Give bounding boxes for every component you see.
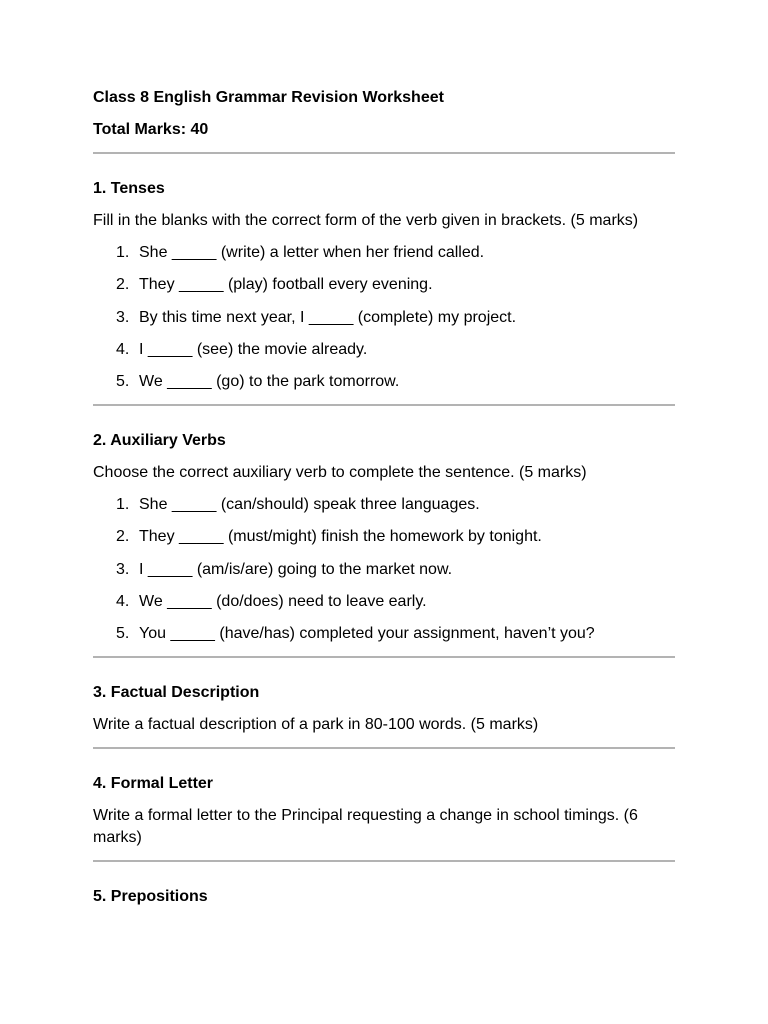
section-instruction: Write a formal letter to the Principal requesting a change in school timings. (6 marks): [93, 807, 638, 847]
section-instruction: Fill in the blanks with the correct form of the verb given in brackets. (5 marks): [93, 212, 639, 229]
question-text: We _____ (go) to the park tomorrow.: [139, 373, 400, 391]
question-number: 5.: [116, 373, 130, 391]
worksheet-title: Class 8 English Grammar Revision Worksheet: [93, 89, 444, 106]
divider: [93, 404, 675, 406]
section-heading: 1. Tenses: [93, 180, 165, 197]
worksheet-content: [93, 87, 675, 918]
question-item: [93, 526, 675, 548]
question-number: 2.: [116, 276, 130, 294]
question-number: 4.: [116, 340, 130, 358]
total-marks: Total Marks: 40: [93, 121, 209, 138]
question-item: [93, 559, 675, 581]
question-text: We _____ (do/does) need to leave early.: [139, 593, 427, 611]
question-item: [93, 339, 675, 361]
question-text: You _____ (have/has) completed your assignment, haven’t you?: [139, 625, 595, 643]
section-instruction: Choose the correct auxiliary verb to complete the sentence. (5 marks): [93, 464, 587, 482]
question-text: I _____ (see) the movie already.: [139, 340, 368, 358]
section-prepositions: [93, 886, 675, 908]
section-tenses: [93, 178, 675, 393]
divider: [93, 747, 675, 749]
question-text: I _____ (am/is/are) going to the market now.: [139, 560, 453, 578]
question-item: [93, 242, 675, 264]
section-heading: 2. Auxiliary Verbs: [93, 432, 226, 450]
section-auxiliary-verbs: [93, 430, 675, 645]
question-number: 2.: [116, 528, 130, 546]
question-item: [93, 307, 675, 329]
question-item: [93, 591, 675, 613]
section-heading: 3. Factual Description: [93, 684, 260, 702]
section-formal-letter: [93, 773, 675, 849]
section-heading: 4. Formal Letter: [93, 775, 214, 793]
section-instruction: Write a factual description of a park in 80-100 words. (5 marks): [93, 716, 539, 734]
question-number: 5.: [116, 625, 130, 643]
divider: [93, 860, 675, 862]
question-text: They _____ (play) football every evening.: [139, 276, 433, 294]
question-item: [93, 274, 675, 296]
question-list: [93, 494, 675, 645]
question-item: [93, 371, 675, 393]
divider: [93, 656, 675, 658]
question-number: 1.: [116, 244, 130, 261]
divider: [93, 152, 675, 154]
section-heading: 5. Prepositions: [93, 888, 208, 906]
question-item: [93, 623, 675, 645]
question-text: By this time next year, I _____ (complete) my project.: [139, 308, 517, 326]
question-number: 4.: [116, 593, 130, 611]
question-text: They _____ (must/might) finish the homework by tonight.: [139, 528, 542, 546]
question-item: [93, 494, 675, 516]
question-number: 3.: [116, 560, 130, 578]
question-text: She _____ (write) a letter when her friend called.: [139, 244, 485, 261]
question-text: She _____ (can/should) speak three languages.: [139, 496, 480, 514]
question-list: [93, 242, 675, 393]
question-number: 1.: [116, 496, 130, 514]
question-number: 3.: [116, 308, 130, 326]
section-factual-description: [93, 682, 675, 736]
